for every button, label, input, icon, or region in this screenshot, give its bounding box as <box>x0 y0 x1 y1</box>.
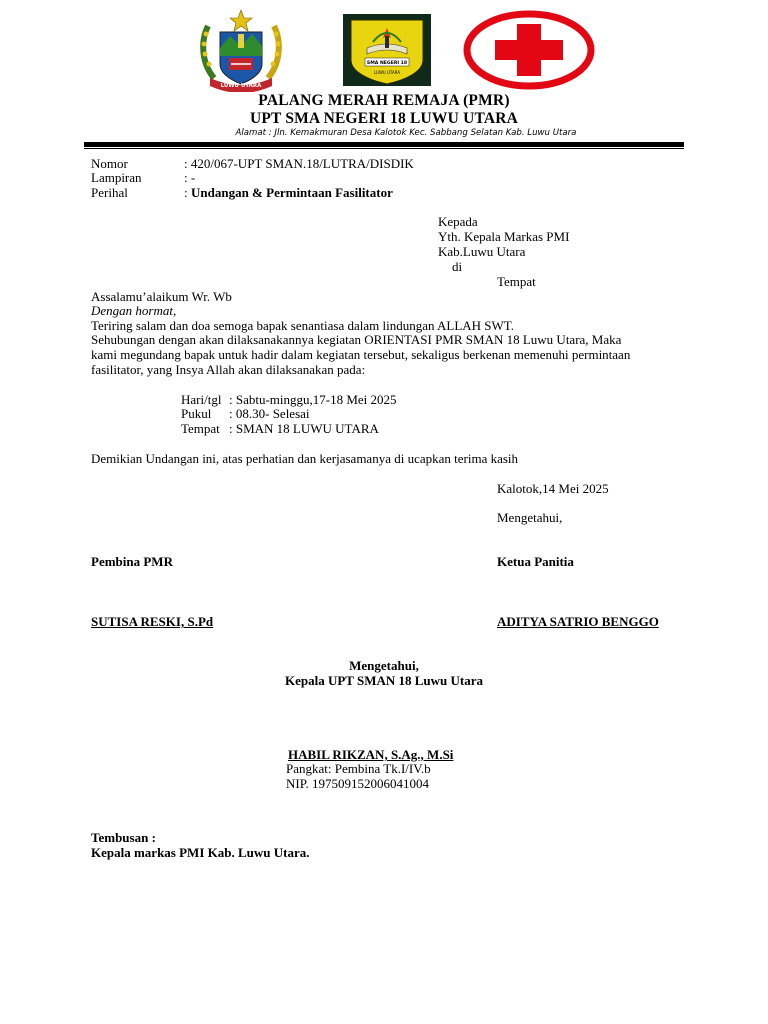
headmaster-title: Kepala UPT SMAN 18 Luwu Utara <box>284 673 484 688</box>
school-emblem-icon <box>343 14 431 86</box>
red-cross-icon <box>462 10 596 90</box>
regency-seal-banner: LUWU UTARA <box>220 83 262 89</box>
tembusan-label: Tembusan : <box>91 830 156 845</box>
body-paragraph-2-line-2: kami megundang bapak untuk hadir dalam kegiatan tersebut, sekaligus berkenan memenuhi permintaan <box>91 347 631 362</box>
tembusan-recipient: Kepala markas PMI Kab. Luwu Utara. <box>91 845 310 860</box>
recipient-tempat: Tempat <box>497 274 536 289</box>
tempat-label: Tempat <box>181 421 220 436</box>
nomor-value: : 420/067-UPT SMAN.18/LUTRA/DISDIK <box>184 156 414 171</box>
school-emblem-subtext: LUWU UTARA <box>373 70 401 75</box>
nomor-label: Nomor <box>91 156 128 171</box>
org-name: PALANG MERAH REMAJA (PMR) <box>258 92 510 109</box>
hari-value: : Sabtu-minggu,17-18 Mei 2025 <box>229 392 397 407</box>
headmaster-pangkat: Pangkat: Pembina Tk.I/IV.b <box>286 761 431 776</box>
ketua-name: ADITYA SATRIO BENGGO <box>497 614 659 629</box>
recipient-di: di <box>452 259 463 274</box>
hari-label: Hari/tgl <box>181 392 222 407</box>
body-paragraph-2-line-3: fasilitator, yang Insya Allah akan dilaksanakan pada: <box>91 362 366 377</box>
school-address: Alamat : Jln. Kemakmuran Desa Kalotok Kec. Sabbang Selatan Kab. Luwu Utara <box>235 128 577 138</box>
closing-sentence: Demikian Undangan ini, atas perhatian dan kerjasamanya di ucapkan terima kasih <box>91 451 519 466</box>
perihal-label: Perihal <box>91 185 128 200</box>
header-rule-thick <box>84 142 684 147</box>
pukul-value: : 08.30- Selesai <box>229 406 310 421</box>
headmaster-nip: NIP. 197509152006041004 <box>286 776 430 791</box>
place-date: Kalotok,14 Mei 2025 <box>497 481 609 496</box>
ketua-title: Ketua Panitia <box>497 554 574 569</box>
recipient-kab: Kab.Luwu Utara <box>438 244 526 259</box>
headmaster-mengetahui: Mengetahui, <box>349 658 419 673</box>
lampiran-value: : - <box>184 170 196 185</box>
pukul-label: Pukul <box>181 406 212 421</box>
mengetahui-right: Mengetahui, <box>497 510 563 525</box>
salam: Assalamu’alaikum Wr. Wb <box>91 289 232 304</box>
body-paragraph-2-line-1: Sehubungan dengan akan dilaksanakannya kegiatan ORIENTASI PMR SMAN 18 Luwu Utara, Maka <box>91 332 622 347</box>
lampiran-label: Lampiran <box>91 170 142 185</box>
perihal-value: Undangan & Permintaan Fasilitator <box>191 185 393 200</box>
pembina-title: Pembina PMR <box>91 554 173 569</box>
school-name: UPT SMA NEGERI 18 LUWU UTARA <box>249 110 519 127</box>
body-paragraph-1: Teriring salam dan doa semoga bapak senantiasa dalam lindungan ALLAH SWT. <box>91 318 515 333</box>
dengan-hormat: Dengan hormat, <box>91 303 177 318</box>
header-rule-thin <box>84 148 684 149</box>
pembina-name: SUTISA RESKI, S.Pd <box>91 614 214 629</box>
recipient-yth: Yth. Kepala Markas PMI <box>438 229 570 244</box>
recipient-kepada: Kepada <box>438 214 478 229</box>
tempat-value: : SMAN 18 LUWU UTARA <box>229 421 379 436</box>
headmaster-name: HABIL RIKZAN, S.Ag., M.Si <box>288 747 454 762</box>
school-emblem-banner: SMA NEGERI 18 <box>366 61 408 66</box>
perihal-colon: : <box>184 185 188 200</box>
regency-seal-icon <box>196 8 286 92</box>
